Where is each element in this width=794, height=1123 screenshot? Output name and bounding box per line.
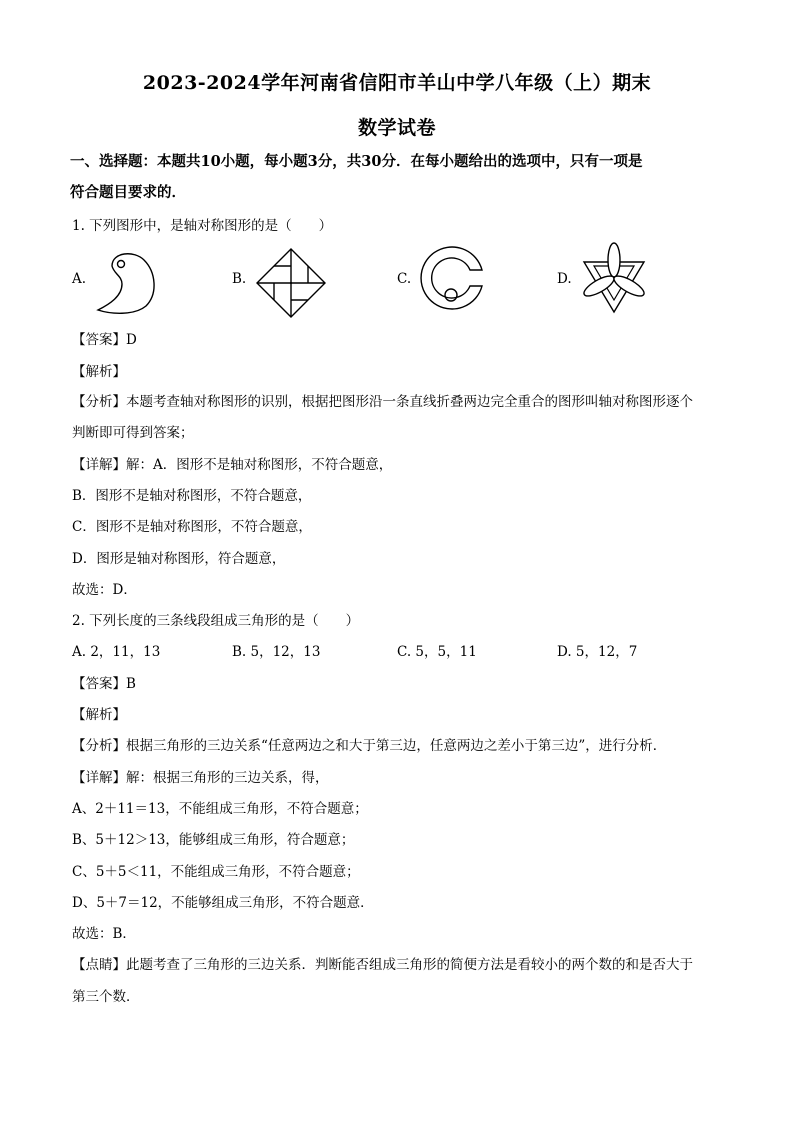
q2-option-a: A. 2，11，13 xyxy=(72,644,161,660)
exam-title: 2023-2024学年河南省信阳市羊山中学八年级（上）期末 xyxy=(142,72,652,94)
q2-stem: 2. 下列长度的三条线段组成三角形的是（ ） xyxy=(72,613,360,629)
q2-detail-line: C、5＋5＜11，不能组成三角形，不符合题意； xyxy=(72,864,360,880)
q2-option-b: B. 5，12，13 xyxy=(232,644,321,660)
q1-conclusion: 故选：D． xyxy=(72,582,137,598)
q1-analysis-heading: 【解析】 xyxy=(72,364,126,380)
q1-option-c-label: C. xyxy=(397,271,412,287)
q2-answer: 【答案】B xyxy=(72,676,136,692)
q1-detail-line: B．图形不是轴对称图形，不符合题意， xyxy=(72,488,312,504)
q1-detail-line: 【详解】解：A．图形不是轴对称图形，不符合题意， xyxy=(72,457,393,473)
q1-detail-line: C．图形不是轴对称图形，不符合题意， xyxy=(72,519,312,535)
q1-answer: 【答案】D xyxy=(72,332,137,348)
q2-detail-line: 【详解】解：根据三角形的三边关系，得， xyxy=(72,770,329,786)
q1-analysis-line2: 判断即可得到答案； xyxy=(72,425,194,441)
q2-option-d: D. 5，12，7 xyxy=(557,644,638,660)
q1-option-a-label: A. xyxy=(72,271,87,287)
section-instruction-line1: 一、选择题：本题共10小题，每小题3分，共30分．在每小题给出的选项中，只有一项是 xyxy=(70,153,643,170)
q1-stem: 1. 下列图形中，是轴对称图形的是（ ） xyxy=(72,218,333,234)
triangle-propeller-icon xyxy=(576,240,652,316)
q1-option-d-label: D. xyxy=(557,271,572,287)
q2-comment-line2: 第三个数． xyxy=(72,989,140,1005)
q2-detail-line: B、5＋12＞13，能够组成三角形，符合题意； xyxy=(72,832,355,848)
pinwheel-square-icon xyxy=(254,246,328,320)
q2-comment-line1: 【点睛】此题考查了三角形的三边关系．判断能否组成三角形的简便方法是看较小的两个数的和是否大于 xyxy=(72,957,693,973)
q2-conclusion: 故选：B． xyxy=(72,926,136,942)
section-instruction-line2: 符合题目要求的． xyxy=(70,184,186,201)
spiral-blob-icon xyxy=(92,244,164,316)
exam-subtitle: 数学试卷 xyxy=(357,117,436,139)
q1-option-b-label: B. xyxy=(232,271,247,287)
q2-detail-line: A、2＋11＝13，不能组成三角形，不符合题意； xyxy=(72,801,368,817)
q2-analysis-heading: 【解析】 xyxy=(72,707,126,723)
q2-analysis: 【分析】根据三角形的三边关系“任意两边之和大于第三边，任意两边之差小于第三边”，进行分析． xyxy=(72,738,667,754)
c-ring-icon xyxy=(418,244,486,312)
q1-detail-line: D．图形是轴对称图形，符合题意， xyxy=(72,551,286,567)
q1-analysis-line1: 【分析】本题考查轴对称图形的识别，根据把图形沿一条直线折叠两边完全重合的图形叫轴对称图形逐个 xyxy=(72,394,693,410)
q2-option-c: C. 5，5，11 xyxy=(397,644,477,660)
q2-detail-line: D、5＋7＝12，不能够组成三角形，不符合题意． xyxy=(72,895,374,911)
